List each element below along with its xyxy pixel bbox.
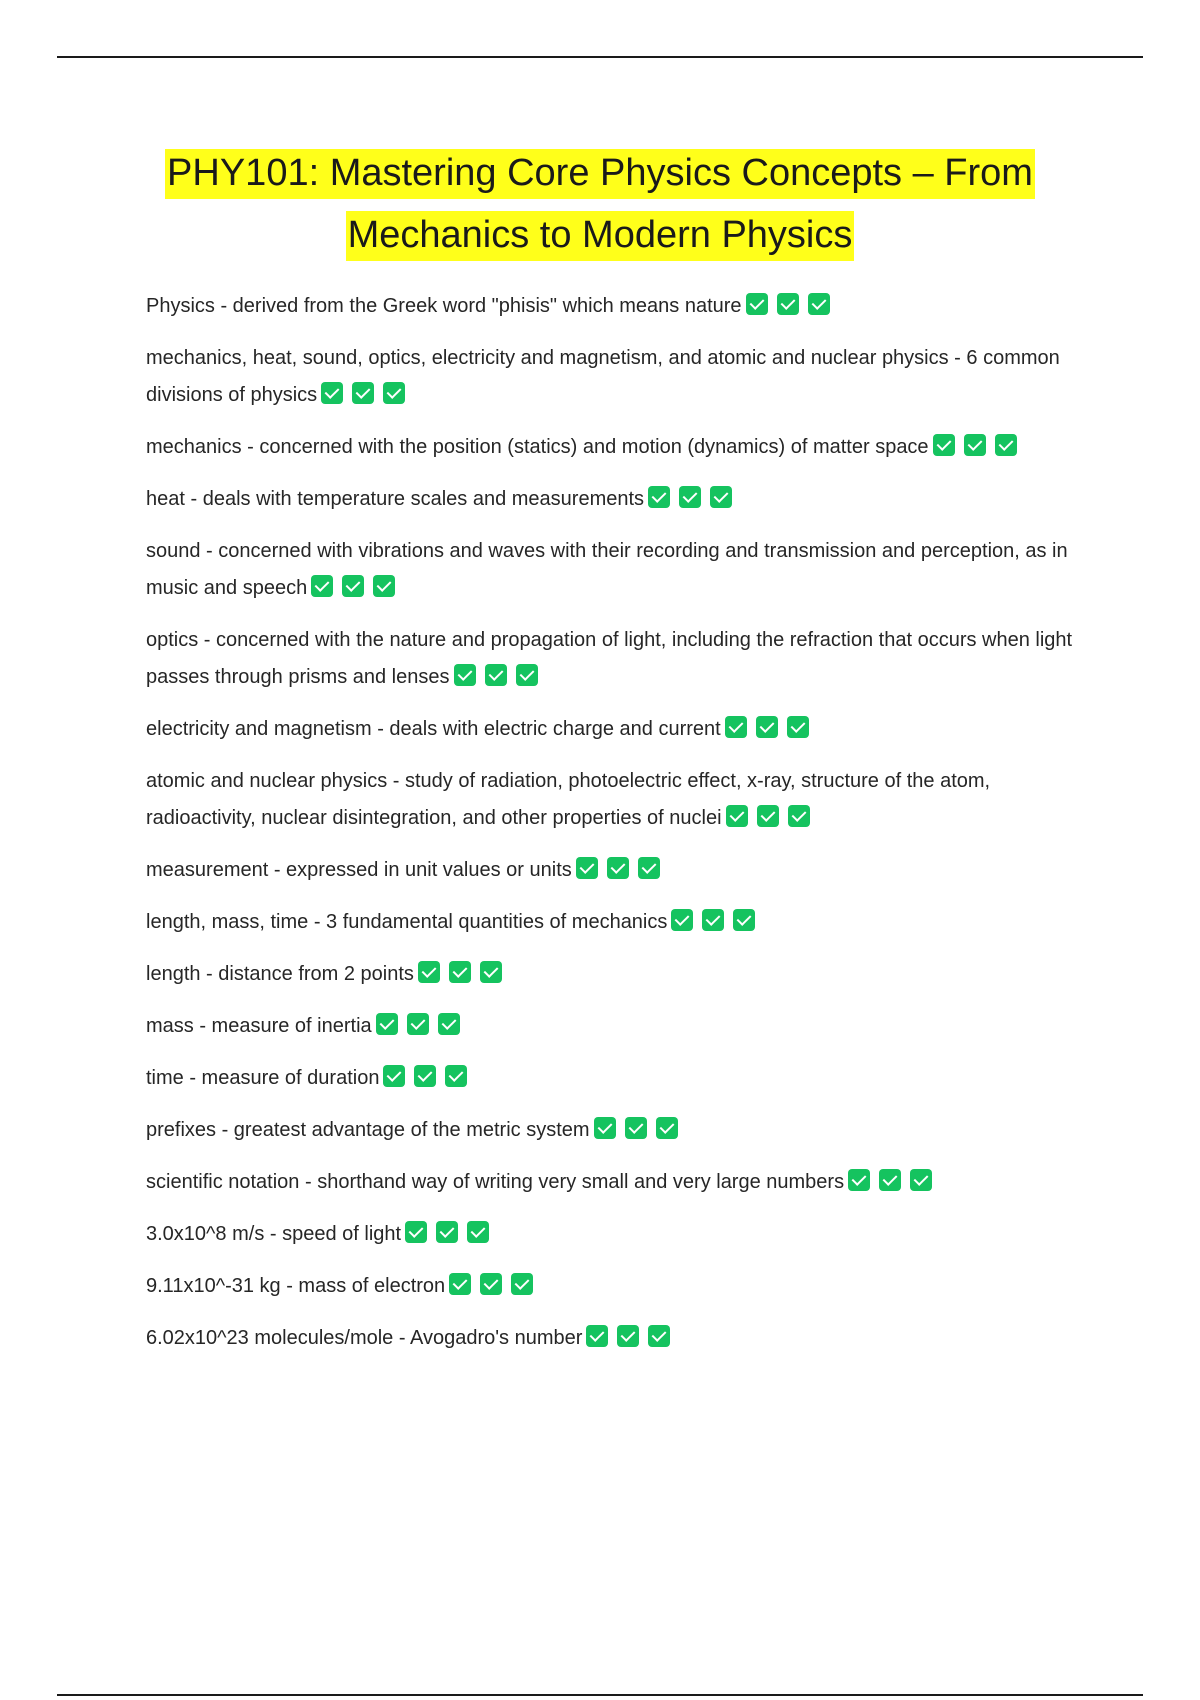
entry-text: time - measure of duration — [146, 1067, 380, 1089]
check-box-icon — [376, 1013, 398, 1035]
list-item — [146, 288, 1086, 325]
check-box-icon — [964, 434, 986, 456]
entry-text: length, mass, time - 3 fundamental quantities of mechanics — [146, 911, 668, 933]
check-box-icon — [516, 664, 538, 686]
check-box-icon — [848, 1169, 870, 1191]
check-box-icon — [383, 382, 405, 404]
check-box-icon — [746, 293, 768, 315]
check-box-icon — [373, 575, 395, 597]
check-box-icon — [933, 434, 955, 456]
title-line-1: PHY101: Mastering Core Physics Concepts – From — [165, 149, 1035, 199]
check-box-icon — [756, 716, 778, 738]
list-item — [146, 711, 1086, 748]
document-title — [100, 142, 1100, 266]
list-item — [146, 852, 1086, 889]
entry-text: 6.02x10^23 molecules/mole - Avogadro's number — [146, 1327, 583, 1349]
check-box-icon — [757, 805, 779, 827]
entry-text: heat - deals with temperature scales and measurements — [146, 488, 645, 510]
check-box-icon — [617, 1325, 639, 1347]
check-box-icon — [586, 1325, 608, 1347]
list-item — [146, 1164, 1086, 1201]
check-group — [671, 909, 755, 931]
check-box-icon — [352, 382, 374, 404]
check-group — [848, 1169, 932, 1191]
check-group — [586, 1325, 670, 1347]
check-box-icon — [710, 486, 732, 508]
check-box-icon — [480, 961, 502, 983]
list-item — [146, 481, 1086, 518]
check-box-icon — [787, 716, 809, 738]
check-group — [726, 805, 810, 827]
list-item — [146, 1112, 1086, 1149]
check-box-icon — [438, 1013, 460, 1035]
check-box-icon — [485, 664, 507, 686]
check-box-icon — [808, 293, 830, 315]
check-box-icon — [726, 805, 748, 827]
flashcard-list — [146, 288, 1086, 1372]
check-box-icon — [321, 382, 343, 404]
entry-text: 3.0x10^8 m/s - speed of light — [146, 1223, 402, 1245]
bottom-rule — [57, 1694, 1143, 1696]
check-box-icon — [879, 1169, 901, 1191]
check-box-icon — [449, 961, 471, 983]
entry-text: measurement - expressed in unit values or units — [146, 859, 572, 881]
check-group — [648, 486, 732, 508]
check-box-icon — [777, 293, 799, 315]
list-item — [146, 1320, 1086, 1357]
entry-text: sound - concerned with vibrations and waves with their recording and transmission and perception, as in music and speech — [146, 540, 1068, 599]
entry-text: electricity and magnetism - deals with electric charge and current — [146, 718, 721, 740]
entry-text: mechanics, heat, sound, optics, electricity and magnetism, and atomic and nuclear physics - 6 common divisions of physics — [146, 347, 1060, 406]
check-box-icon — [405, 1221, 427, 1243]
check-box-icon — [418, 961, 440, 983]
check-group — [311, 575, 395, 597]
check-group — [376, 1013, 460, 1035]
check-box-icon — [454, 664, 476, 686]
entry-text: Physics - derived from the Greek word "phisis" which means nature — [146, 295, 742, 317]
check-group — [933, 434, 1017, 456]
check-box-icon — [480, 1273, 502, 1295]
top-rule — [57, 56, 1143, 58]
check-box-icon — [445, 1065, 467, 1087]
check-box-icon — [576, 857, 598, 879]
check-box-icon — [995, 434, 1017, 456]
check-group — [449, 1273, 533, 1295]
list-item — [146, 904, 1086, 941]
list-item — [146, 533, 1086, 607]
entry-text: mechanics - concerned with the position (statics) and motion (dynamics) of matter space — [146, 436, 929, 458]
list-item — [146, 1268, 1086, 1305]
list-item — [146, 1060, 1086, 1097]
check-box-icon — [679, 486, 701, 508]
check-box-icon — [436, 1221, 458, 1243]
check-group — [725, 716, 809, 738]
check-box-icon — [311, 575, 333, 597]
entry-text: 9.11x10^-31 kg - mass of electron — [146, 1275, 446, 1297]
check-box-icon — [788, 805, 810, 827]
check-group — [405, 1221, 489, 1243]
check-box-icon — [625, 1117, 647, 1139]
check-group — [418, 961, 502, 983]
check-group — [454, 664, 538, 686]
list-item — [146, 1216, 1086, 1253]
check-group — [746, 293, 830, 315]
check-box-icon — [607, 857, 629, 879]
check-box-icon — [733, 909, 755, 931]
list-item — [146, 340, 1086, 414]
list-item — [146, 1008, 1086, 1045]
check-group — [576, 857, 660, 879]
check-box-icon — [910, 1169, 932, 1191]
entry-text: scientific notation - shorthand way of writing very small and very large numbers — [146, 1171, 845, 1193]
check-box-icon — [594, 1117, 616, 1139]
list-item — [146, 763, 1086, 837]
check-box-icon — [414, 1065, 436, 1087]
check-box-icon — [638, 857, 660, 879]
title-line-2: Mechanics to Modern Physics — [346, 211, 855, 261]
entry-text: prefixes - greatest advantage of the metric system — [146, 1119, 590, 1141]
check-box-icon — [511, 1273, 533, 1295]
entry-text: length - distance from 2 points — [146, 963, 414, 985]
check-box-icon — [342, 575, 364, 597]
list-item — [146, 622, 1086, 696]
check-box-icon — [383, 1065, 405, 1087]
entry-text: mass - measure of inertia — [146, 1015, 372, 1037]
check-box-icon — [449, 1273, 471, 1295]
check-box-icon — [467, 1221, 489, 1243]
check-box-icon — [671, 909, 693, 931]
check-box-icon — [648, 486, 670, 508]
check-box-icon — [656, 1117, 678, 1139]
check-group — [321, 382, 405, 404]
check-box-icon — [407, 1013, 429, 1035]
check-box-icon — [648, 1325, 670, 1347]
list-item — [146, 956, 1086, 993]
entry-text: atomic and nuclear physics - study of radiation, photoelectric effect, x-ray, structure of the atom, radioactivity, nuclear disintegration, and other properties of nuclei — [146, 770, 991, 829]
check-box-icon — [702, 909, 724, 931]
entry-text: optics - concerned with the nature and propagation of light, including the refraction that occurs when light passes through prisms and lenses — [146, 629, 1073, 688]
check-group — [383, 1065, 467, 1087]
list-item — [146, 429, 1086, 466]
check-box-icon — [725, 716, 747, 738]
check-group — [594, 1117, 678, 1139]
